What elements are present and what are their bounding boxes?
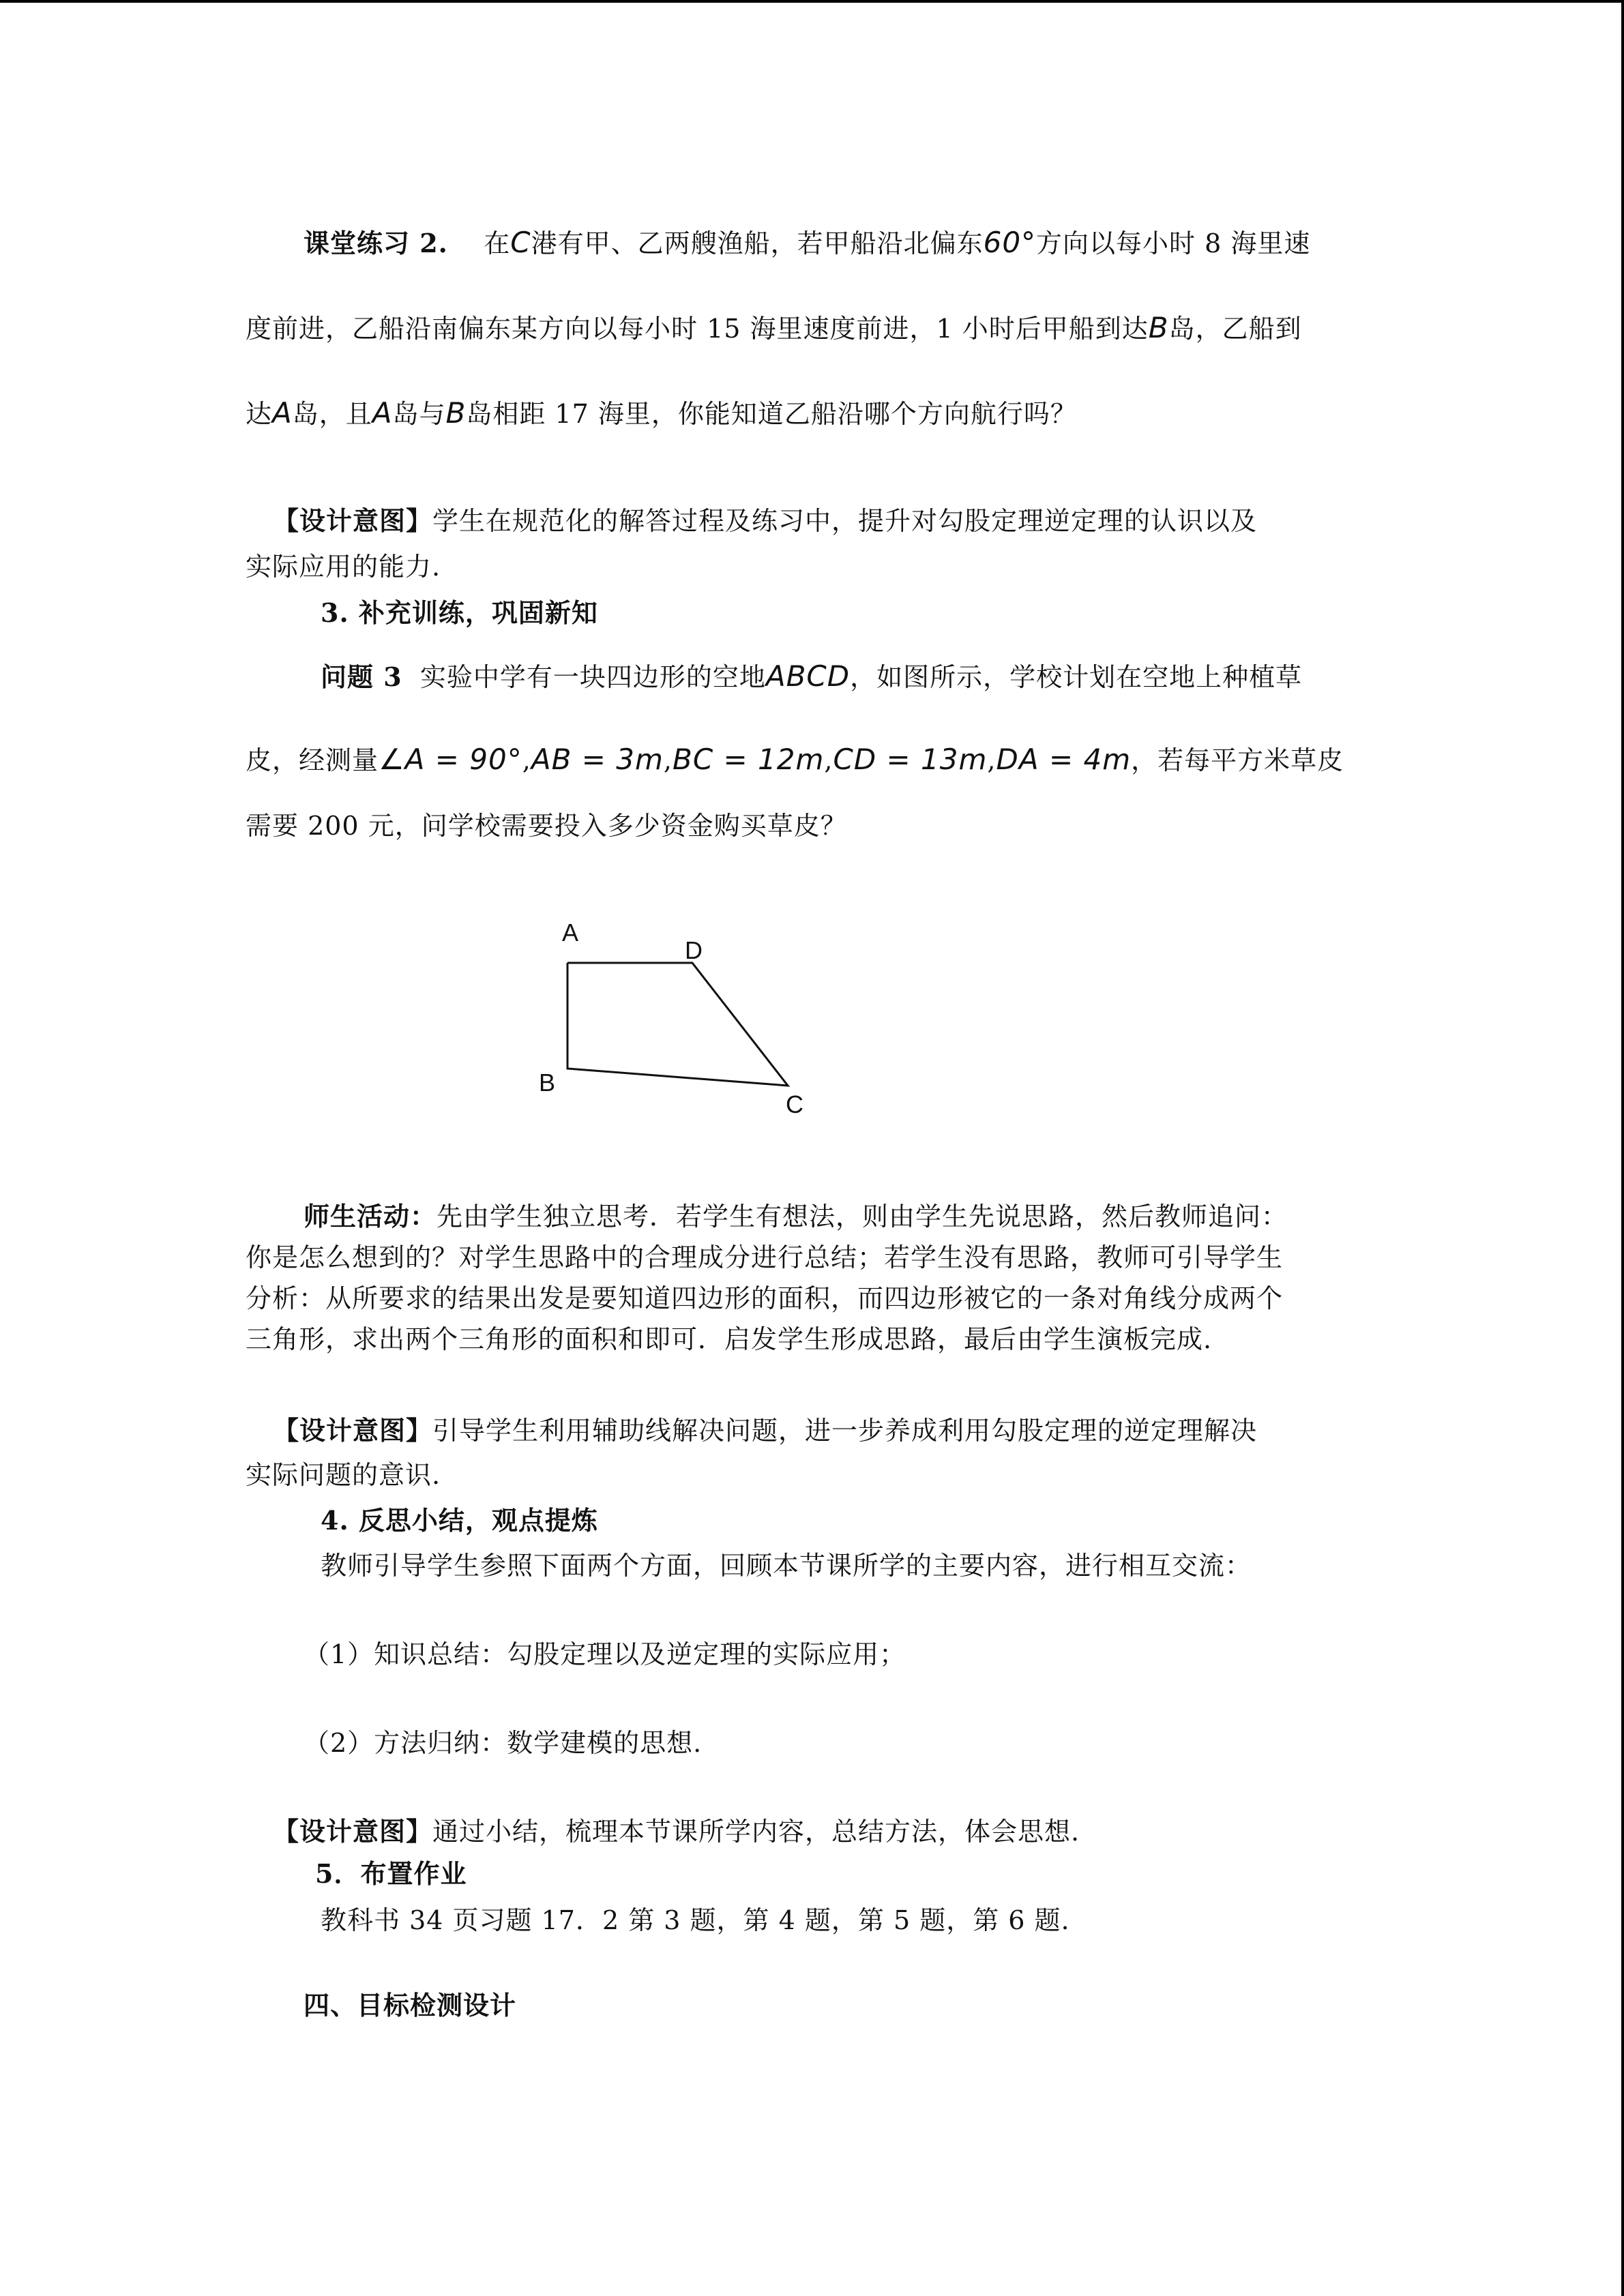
measurement-bc: BC = 12m	[673, 743, 825, 776]
angle-value: 60°	[983, 226, 1037, 259]
separator: ,	[663, 745, 673, 775]
quadrilateral-diagram	[518, 907, 846, 1132]
activity-line3: 分析：从所要求的结果出发是要知道四边形的面积，而四边形被它的一条对角线分成两个	[246, 1283, 1284, 1313]
separator: ,	[824, 745, 833, 775]
page-top-border	[0, 0, 1624, 3]
variable-b: B	[1148, 311, 1169, 344]
separator: ,	[987, 745, 996, 775]
quadrilateral-name: ABCD	[765, 659, 851, 693]
exercise2-text: 岛，且	[292, 399, 372, 429]
problem3-line3	[246, 808, 847, 844]
exercise2-text: 港有甲、乙两艘渔船，若甲船沿北偏东	[531, 228, 984, 258]
measurement-angle-a: ∠A = 90°	[379, 743, 522, 776]
exercise2-text: 岛与	[392, 399, 446, 429]
exercise2-text: 在	[484, 228, 511, 258]
measurement-cd: CD = 13m	[833, 743, 988, 776]
intent-tag: 【设计意图】	[273, 1816, 433, 1847]
exercise2-label: 课堂练习 2.	[304, 228, 448, 258]
intent-text: 实际应用的能力.	[246, 552, 441, 582]
exercise2-text: 达	[246, 399, 273, 429]
section4-item2: （2）方法归纳：数学建模的思想.	[304, 1728, 703, 1758]
section5-text: 教科书 34 页习题 17．2 第 3 题，第 4 题，第 5 题，第 6 题.	[321, 1905, 1070, 1935]
exercise2-text: 岛，乙船到	[1168, 314, 1302, 344]
section4-item1: （1）知识总结：勾股定理以及逆定理的实际应用；	[304, 1639, 906, 1669]
intent1-line2	[246, 549, 441, 584]
measurement-da: DA = 4m	[996, 743, 1132, 776]
section-four-heading: 四、目标检测设计	[304, 1990, 517, 2021]
section3-heading: 3. 补充训练，巩固新知	[321, 597, 598, 628]
problem3-text: ，若每平方米草皮	[1131, 745, 1344, 775]
intent-text: 引导学生利用辅助线解决问题，进一步养成利用勾股定理的逆定理解决	[432, 1416, 1258, 1446]
activity-line1	[304, 1199, 1288, 1234]
quadrilateral-outline	[567, 963, 788, 1086]
vertex-label-b: B	[539, 1069, 556, 1097]
section4-intro: 教师引导学生参照下面两个方面，回顾本节课所学的主要内容，进行相互交流：	[321, 1551, 1252, 1581]
intent-tag: 【设计意图】	[273, 505, 433, 536]
exercise2-text: 方向以每小时 8 海里速	[1036, 228, 1311, 258]
activity-line2: 你是怎么想到的？对学生思路中的合理成分进行总结；若学生没有思路，教师可引导学生	[246, 1242, 1284, 1272]
problem3-label: 问题 3	[321, 661, 402, 692]
activity-tag: 师生活动：	[304, 1201, 437, 1232]
exercise2-line1	[304, 225, 1310, 261]
variable-b: B	[445, 396, 467, 430]
variable-a: A	[272, 396, 293, 430]
page-right-border	[1621, 0, 1624, 2296]
problem3-text: ，如图所示，学校计划在空地上种植草	[850, 662, 1303, 692]
section4-heading: 4. 反思小结，观点提炼	[321, 1505, 598, 1536]
vertex-label-c: C	[786, 1090, 803, 1118]
activity-text: 先由学生独立思考．若学生有想法，则由学生先说思路，然后教师追问：	[437, 1202, 1288, 1232]
exercise2-text: 岛相距 17 海里，你能知道乙船沿哪个方向航行吗？	[466, 399, 1077, 429]
variable-a: A	[372, 396, 393, 430]
activity-line4: 三角形，求出两个三角形的面积和即可．启发学生形成思路，最后由学生演板完成.	[246, 1324, 1213, 1354]
intent-text: 学生在规范化的解答过程及练习中，提升对勾股定理逆定理的认识以及	[432, 506, 1258, 536]
exercise2-line2	[246, 310, 1302, 346]
intent1-line1	[273, 503, 1257, 539]
problem3-line2	[246, 742, 1344, 778]
separator: ,	[522, 745, 531, 775]
exercise2-text: 度前进，乙船沿南偏东某方向以每小时 15 海里速度前进，1 小时后甲船到达	[246, 314, 1149, 344]
vertex-label-a: A	[562, 919, 579, 946]
measurement-ab: AB = 3m	[531, 743, 664, 776]
intent3-line	[273, 1814, 1080, 1849]
problem3-text: 皮，经测量	[246, 745, 379, 775]
problem3-text: 实验中学有一块四边形的空地	[419, 662, 766, 692]
intent2-line2: 实际问题的意识.	[246, 1460, 441, 1490]
section5-heading: 5．布置作业	[315, 1858, 467, 1889]
problem3-text: 需要 200 元，问学校需要投入多少资金购买草皮？	[246, 811, 847, 841]
intent-text: 通过小结，梳理本节课所学内容，总结方法，体会思想.	[432, 1817, 1080, 1847]
intent-tag: 【设计意图】	[273, 1415, 433, 1446]
variable-c: C	[510, 226, 531, 259]
intent2-line1	[273, 1413, 1257, 1448]
problem3-line1	[321, 659, 1302, 695]
vertex-label-d: D	[685, 936, 703, 964]
exercise2-line3	[246, 396, 1077, 432]
